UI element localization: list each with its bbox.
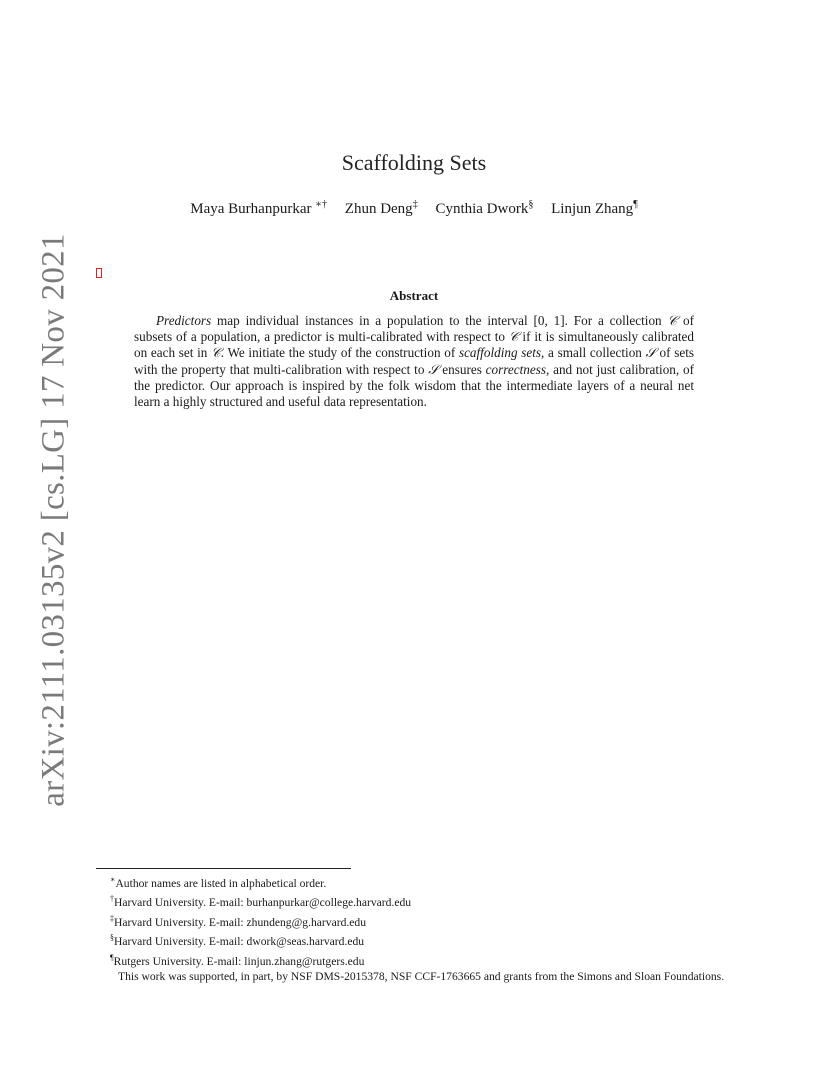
math-symbol: 𝒮 xyxy=(428,361,439,377)
author-name: Cynthia Dwork§ xyxy=(435,199,534,217)
abstract-emphasis: correctness xyxy=(485,361,546,377)
arxiv-identifier-stamp: arXiv:2111.03135v2 [cs.LG] 17 Nov 2021 xyxy=(35,233,72,807)
math-symbol: 𝒮 xyxy=(645,345,656,361)
author-affiliation-mark: ¶ xyxy=(633,199,638,210)
abstract-text: if it is simultaneously calibrated on each set in xyxy=(134,329,695,361)
footnotes xyxy=(96,872,732,985)
paper-title: Scaffolding Sets xyxy=(341,150,487,175)
abstract-text: map individual instances in a population to the interval [0, 1]. For a collection xyxy=(211,313,668,328)
author-list xyxy=(0,199,828,218)
funding-note: This work was supported, in part, by NSF DMS-2015378, NSF CCF-1763665 and grants from the Simons and Sloan Foundations. xyxy=(118,970,725,984)
footnote-zhang: ¶Rutgers University. E-mail: linjun.zhang@rutgers.edu xyxy=(110,952,365,968)
footnote-divider xyxy=(96,868,351,869)
abstract-text: , and not just calibration, of the predictor. Our approach is inspired by the folk wisdom that the intermediate layers of a neural net learn a highly structured and useful data representation. xyxy=(134,361,694,410)
abstract-text: , a small collection xyxy=(541,345,646,361)
footnote-deng: ‡Harvard University. E-mail: zhundeng@g.harvard.edu xyxy=(110,913,367,929)
author-affiliation-mark: ∗† xyxy=(315,199,328,210)
author-name: Linjun Zhang¶ xyxy=(551,199,638,217)
footnote-dwork: §Harvard University. E-mail: dwork@seas.harvard.edu xyxy=(110,933,365,949)
author-name: Zhun Deng‡ xyxy=(344,199,418,217)
abstract-text: . We initiate the study of the construction of xyxy=(220,345,459,361)
math-symbol: 𝒞 xyxy=(667,313,678,328)
abstract-emphasis: Predictors xyxy=(156,313,212,328)
author-affiliation-mark: § xyxy=(528,199,534,210)
abstract-text: of subsets of a population, a predictor is multi-calibrated with respect to xyxy=(134,313,694,345)
abstract-text: ensures xyxy=(438,361,486,377)
abstract-heading: Abstract xyxy=(389,288,439,303)
math-symbol: 𝒞 xyxy=(211,345,221,361)
author-affiliation-mark: ‡ xyxy=(412,199,418,210)
author-name: Maya Burhanpurkar ∗† xyxy=(190,199,328,217)
footnote-alphabetical-order: ∗Author names are listed in alphabetical order. xyxy=(110,875,327,890)
abstract-emphasis: scaffolding sets xyxy=(458,345,542,361)
abstract-body xyxy=(134,313,694,410)
footnote-burhanpurkar: †Harvard University. E-mail: burhanpurkar@college.harvard.edu xyxy=(110,894,412,910)
red-link-marker xyxy=(96,268,102,278)
abstract-text: of sets with the property that multi-calibration with respect to xyxy=(134,345,694,377)
abstract-paragraph xyxy=(134,313,694,410)
math-symbol: 𝒞 xyxy=(508,329,519,345)
